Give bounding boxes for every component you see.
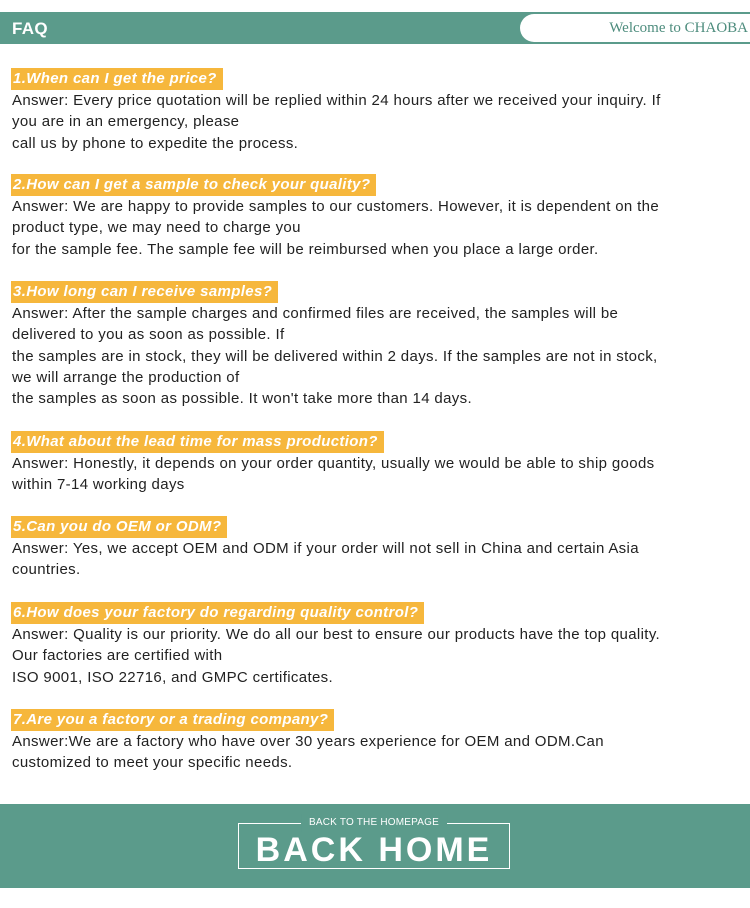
faq-answer-line: Answer: After the sample charges and confirmed files are received, the samples will be	[12, 305, 619, 322]
faq-answer-line: Answer: We are happy to provide samples to our customers. However, it is dependent on the	[12, 198, 660, 215]
faq-answer-line: within 7-14 working days	[12, 476, 185, 494]
faq-question: 1.When can I get the price?	[11, 68, 223, 90]
faq-item	[11, 602, 739, 688]
faq-question: 3.How long can I receive samples?	[11, 281, 278, 303]
faq-question: 2.How can I get a sample to check your quality?	[11, 174, 376, 196]
faq-answer-line: you are in an emergency, please	[12, 113, 240, 131]
faq-header-bar	[0, 12, 750, 44]
faq-item	[11, 709, 739, 774]
faq-answer-line: Answer: Yes, we accept OEM and ODM if your order will not sell in China and certain Asia	[12, 540, 639, 557]
back-home-label: BACK HOME	[255, 831, 493, 869]
faq-item	[11, 174, 739, 260]
faq-answer	[11, 90, 739, 154]
faq-answer	[11, 731, 739, 774]
faq-answer-line: the samples are in stock, they will be delivered within 2 days. If the samples are not in stock,	[12, 347, 658, 365]
faq-answer-line: Answer:We are a factory who have over 30 years experience for OEM and ODM.Can	[12, 733, 604, 750]
faq-answer-line: product type, we may need to charge you	[12, 219, 301, 237]
welcome-text: Welcome to CHAOBA	[609, 20, 748, 36]
faq-answer	[11, 453, 739, 496]
back-to-homepage-label: BACK TO THE HOMEPAGE	[301, 814, 447, 832]
faq-answer-line: for the sample fee. The sample fee will be reimbursed when you place a large order.	[12, 240, 599, 258]
faq-answer-line: ISO 9001, ISO 22716, and GMPC certificates.	[12, 668, 334, 686]
faq-item	[11, 281, 739, 409]
back-home-button[interactable]	[238, 817, 510, 869]
faq-answer	[11, 624, 739, 688]
faq-answer-line: Answer: Every price quotation will be replied within 24 hours after we received your inquiry. If	[12, 92, 661, 109]
faq-answer-line: Answer: Honestly, it depends on your order quantity, usually we would be able to ship goods	[12, 455, 655, 472]
faq-answer-line: call us by phone to expedite the process.	[12, 134, 299, 152]
faq-question: 5.Can you do OEM or ODM?	[11, 516, 227, 538]
faq-answer-line: the samples as soon as possible. It won't take more than 14 days.	[12, 390, 473, 408]
faq-answer-line: Our factories are certified with	[12, 647, 223, 665]
faq-question: 6.How does your factory do regarding quality control?	[11, 602, 424, 624]
faq-item	[11, 68, 739, 154]
footer-bar	[0, 804, 750, 888]
faq-answer-line: we will arrange the production of	[12, 368, 240, 386]
faq-item	[11, 431, 739, 496]
faq-answer-line: customized to meet your specific needs.	[12, 754, 293, 772]
faq-answer	[11, 196, 739, 260]
faq-question: 4.What about the lead time for mass production?	[11, 431, 384, 453]
faq-title: FAQ	[12, 19, 48, 38]
faq-answer-line: Answer: Quality is our priority. We do all our best to ensure our products have the top quality.	[12, 626, 661, 643]
welcome-pill	[520, 14, 750, 42]
faq-answer	[11, 303, 739, 409]
faq-answer	[11, 538, 739, 581]
faq-answer-line: delivered to you as soon as possible. If	[12, 326, 285, 344]
faq-question: 7.Are you a factory or a trading company?	[11, 709, 334, 731]
faq-answer-line: countries.	[12, 561, 81, 579]
faq-item	[11, 516, 739, 581]
